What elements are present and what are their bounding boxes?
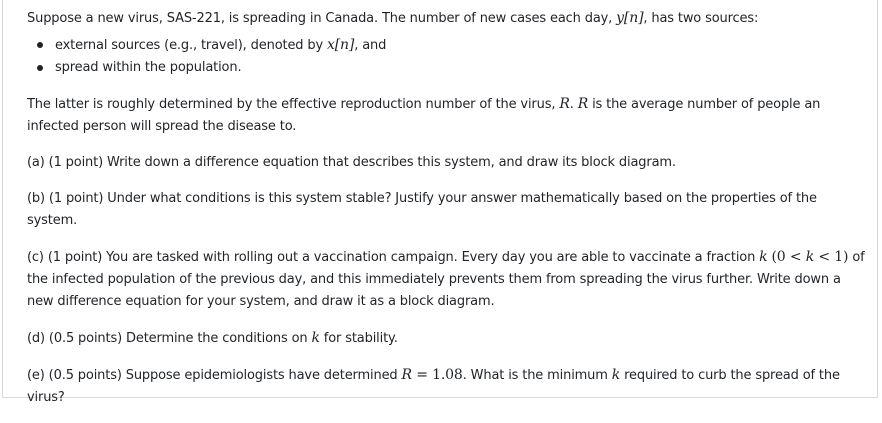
reproduction-paragraph bbox=[27, 93, 867, 138]
math-k: k bbox=[805, 249, 815, 265]
question-e-text: required to curb the spread of the virus? bbox=[27, 368, 840, 405]
math-value: = 1.08 bbox=[411, 367, 463, 383]
list-item-text-end: , and bbox=[354, 38, 387, 53]
source-list bbox=[27, 34, 867, 79]
question-e-text: . What is the minimum bbox=[462, 368, 612, 383]
math-R: R bbox=[577, 96, 589, 112]
question-b: (b) (1 point) Under what conditions is this system stable? Justify your answer mathematically based on the properties of the system. bbox=[27, 191, 817, 228]
list-item-text: spread within the population. bbox=[55, 60, 242, 75]
math-k: k bbox=[311, 330, 320, 346]
math-range: < 1) bbox=[814, 249, 849, 265]
intro-text: Suppose a new virus, SAS-221, is spreading in Canada. The number of new cases each day, bbox=[27, 11, 617, 26]
question-d-text: (d) (0.5 points) Determine the conditions on bbox=[27, 331, 312, 346]
math-k: k bbox=[611, 367, 621, 383]
question-e-text: (e) (0.5 points) Suppose epidemiologists have determined bbox=[27, 368, 402, 383]
question-d bbox=[27, 327, 867, 350]
question-d-text: for stability. bbox=[319, 331, 398, 346]
reproduction-text: The latter is roughly determined by the effective reproduction number of the virus, bbox=[27, 97, 560, 112]
math-R: R bbox=[559, 96, 570, 112]
question-c bbox=[27, 246, 867, 313]
problem-text bbox=[27, 7, 867, 423]
question-c-text: of the infected population of the previous day, and this immediately prevents them from spreading the virus further. Write down a new difference equation for your system, and draw it as a block diagram. bbox=[27, 250, 865, 309]
reproduction-text: is the average number of people an infected person will spread the disease to. bbox=[27, 97, 821, 134]
math-y-n: y[n] bbox=[616, 10, 644, 26]
reproduction-text: . bbox=[569, 97, 578, 112]
document-panel bbox=[2, 0, 878, 405]
question-a: (a) (1 point) Write down a difference equation that describes this system, and draw its block diagram. bbox=[27, 155, 676, 170]
math-R: R bbox=[401, 367, 412, 383]
question-c-text: (c) (1 point) You are tasked with rolling out a vaccination campaign. Every day you are able to vaccinate a fraction bbox=[27, 250, 760, 265]
math-k: k bbox=[759, 249, 768, 265]
question-e bbox=[27, 364, 867, 409]
list-item bbox=[27, 57, 867, 79]
math-x-n: x[n] bbox=[327, 37, 355, 53]
list-item bbox=[27, 34, 867, 57]
intro-text-end: , has two sources: bbox=[643, 11, 759, 26]
math-range: (0 < bbox=[771, 249, 806, 265]
intro-paragraph bbox=[27, 7, 867, 30]
list-item-text: external sources (e.g., travel), denoted by bbox=[55, 38, 327, 53]
